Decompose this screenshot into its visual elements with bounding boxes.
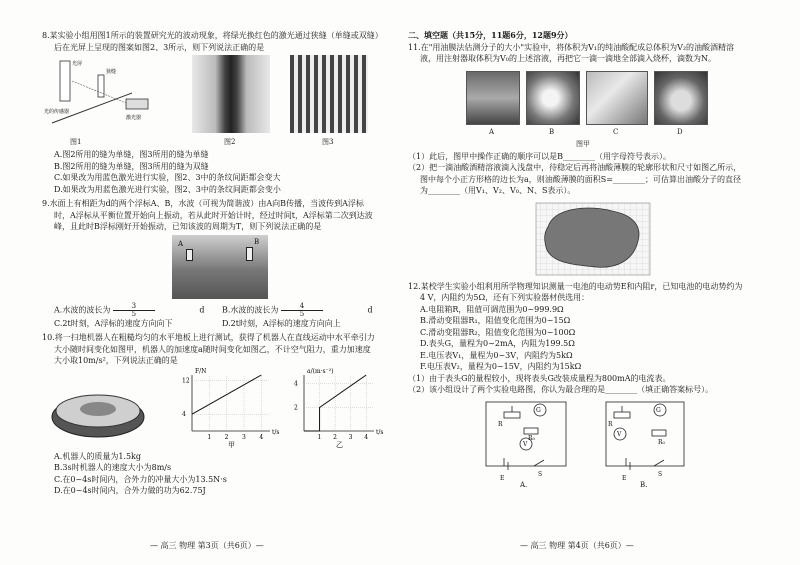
q12-sub-1: （1）由于表头G的量程较小，现将表头G改装成量程为800mA的电流表。 bbox=[408, 373, 671, 383]
fig3-pattern bbox=[290, 55, 368, 133]
q9-option-a-fraction bbox=[113, 303, 197, 318]
circuit-b-g: G bbox=[656, 406, 661, 414]
photo-b-label: B bbox=[549, 127, 555, 136]
q11-sub-1: （1）此后，图甲中操作正确的顺序可以是B________（用字母符号表示）。 bbox=[408, 151, 671, 161]
q9-option-d: D.2t时刻，A浮标的速度方向向上 bbox=[222, 318, 341, 328]
q12-line-1: 12.某校学生实验小组利用所学物理知识测量一电池的电动势E和内阻r，已知电池的电动势约为 bbox=[408, 281, 743, 291]
q12-equip-b: B.滑动变阻器R₁，阻值变化范围为0~15Ω bbox=[420, 316, 571, 325]
circuit-b-r: R bbox=[608, 420, 613, 428]
chart-a-xtick: 1 bbox=[317, 433, 322, 441]
fig1-label-laser: 激光器 bbox=[126, 115, 142, 121]
chart-a-xtick: 2 bbox=[333, 433, 337, 441]
water-photo bbox=[172, 235, 268, 299]
robot-vacuum bbox=[52, 395, 144, 437]
q10-line-2: 大小随时间变化如图甲，机器人的加速度a随时间变化如图乙，不计空气阻力，重力加速度 bbox=[54, 344, 371, 354]
q12-equip-d: D.表头G，量程为0~2mA，内阻为199.5Ω bbox=[420, 339, 575, 348]
fig1-caption: 图1 bbox=[70, 138, 82, 146]
q11-line-2: 液，用注射器取体积为V₀的上述溶液，再把它一滴一滴地全部滴入烧杯，滴数为N。 bbox=[420, 54, 716, 63]
q9-option-a bbox=[54, 303, 222, 318]
chart-f-xlabel: t/s bbox=[272, 428, 280, 436]
fig2-caption: 图2 bbox=[224, 138, 236, 146]
fig1-label-narrow: 狭缝 bbox=[106, 69, 117, 75]
photo-c-label: C bbox=[613, 127, 619, 136]
oil-film-svg bbox=[408, 197, 778, 277]
q8-stem-1: 8.某实验小组用图1所示的装置研究光的波动现象，将绿光换红色的激光通过狭缝（单缝或双缝） bbox=[42, 31, 383, 40]
photo-a bbox=[466, 71, 520, 125]
photo-d bbox=[654, 71, 708, 125]
q11-photos bbox=[408, 65, 778, 151]
circuit-a-label: A. bbox=[520, 480, 528, 488]
buoy-b-label: B bbox=[254, 237, 260, 246]
left-column bbox=[42, 30, 390, 497]
circuit-b-r0: R₀ bbox=[658, 438, 665, 446]
circuit-a-v: V bbox=[523, 440, 528, 448]
q9-options-cd bbox=[42, 318, 390, 330]
chart-f-caption: 甲 bbox=[228, 440, 235, 449]
chart-f-xtick: 3 bbox=[242, 433, 246, 441]
q8-figures bbox=[42, 53, 390, 149]
q11-line-1: 11.在"用油膜法估测分子的大小"实验中，将体积为V₁的纯油酸配成总体积为V₂的油酸酒精溶 bbox=[408, 42, 735, 52]
oil-film-outline bbox=[545, 208, 639, 267]
right-footer: — 高三 物理 第4页（共6页）— bbox=[520, 541, 634, 550]
circuit-a-r: R bbox=[498, 420, 503, 428]
q10-option-b: B.3s时机器人的速度大小为8m/s bbox=[54, 463, 172, 472]
photo-a-label: A bbox=[489, 127, 495, 136]
q9-option-b-prefix: B.水波的波长为 bbox=[222, 305, 279, 314]
q11-sub-2b: 图中每个小正方形格的边长为a，则油酸薄膜的面积S=________；可估算出油酸分子的直径 bbox=[420, 174, 741, 184]
chart-a-ylabel: a/(m·s⁻²) bbox=[307, 367, 334, 375]
q10-option-a: A.机器人的质量为1.5kg bbox=[54, 451, 142, 461]
chart-a-xtick: 4 bbox=[364, 433, 369, 441]
q9-line-1: 9.水面上有相距为d的两个浮标A、B，水波（可视为简谐波）由A向B传播，当波传到A浮标 bbox=[42, 199, 364, 208]
q9-option-a-den: 5 bbox=[131, 309, 137, 318]
photo-c bbox=[586, 71, 648, 125]
chart-a-ytick: 2 bbox=[294, 403, 298, 411]
q9-option-a-prefix: A.水波的波长为 bbox=[54, 305, 111, 314]
q8-option-d: D.如果改为用蓝色激光进行实验，图2、3中的条纹间距都会变小 bbox=[54, 184, 281, 194]
circuit-b-v: V bbox=[617, 430, 622, 438]
chart-a-t bbox=[294, 368, 384, 449]
chart-f-t bbox=[182, 368, 280, 449]
q12-equip-e: E.电压表V₁，量程为0~3V，内阻约为5kΩ bbox=[420, 350, 573, 360]
chart-f-xtick: 2 bbox=[224, 433, 229, 441]
q8-option-a: A.图2所用的缝为单缝，图3所用的缝为单缝 bbox=[54, 150, 209, 159]
circuit-a bbox=[486, 402, 566, 470]
q10-figure-svg bbox=[42, 367, 390, 451]
circuit-a-labels bbox=[498, 407, 542, 488]
q11-sub-2c: 为________（用V₁、V₂、V₀、N、S表示）。 bbox=[420, 186, 576, 195]
circuit-a-g: G bbox=[536, 406, 541, 414]
chart-f-ytick: 12 bbox=[182, 377, 190, 385]
q8-option-c: C.如果改为用蓝色激光进行实验，图2、3中的条纹间距都会变大 bbox=[54, 173, 281, 182]
q10-option-d: D.在0~4s时间内，合外力做的功为62.75J bbox=[54, 486, 206, 495]
chart-f-ylabel: F/N bbox=[195, 367, 207, 375]
q8-figure-svg bbox=[42, 53, 390, 149]
q12-line-2: 4 V，内阻约为5Ω，还有下列实验器材供选用： bbox=[420, 293, 590, 302]
chart-a-xtick: 3 bbox=[348, 433, 353, 441]
photo-b bbox=[526, 71, 580, 125]
q9-line-2: 时，A浮标从平衡位置开始向上振动，若从此时开始计时，经过时间t，A浮标第二次到达波 bbox=[54, 210, 373, 220]
chart-f-xtick: 4 bbox=[259, 433, 264, 441]
q9-photo bbox=[42, 233, 390, 303]
q10-line-1: 10.将一扫地机器人在粗糙均匀的水平地板上进行测试，获得了机器人在直线运动中水平牵引力 bbox=[42, 333, 375, 342]
right-column bbox=[408, 30, 778, 488]
chart-a-caption: 乙 bbox=[336, 440, 343, 449]
q11-sub-2a: （2）把一滴油酸酒精溶液滴入浅盘中，待稳定后再将油酸薄膜的轮廓形状和尺寸如图乙所示， bbox=[408, 163, 742, 172]
fig-jia-caption: 图甲 bbox=[576, 139, 590, 148]
q9-line-3: 峰，且此时B浮标刚好开始振动，已知该波的周期为T，则下列说法正确的是 bbox=[54, 222, 322, 231]
q12-equip-f: F.电压表V₂，量程为0~15V，内阻约为15kΩ bbox=[420, 362, 582, 371]
circuit-a-e: E bbox=[500, 474, 505, 482]
fig1-label-slit: 光的传感器 bbox=[44, 109, 70, 115]
q10-option-c: C.在0~4s时间内，合外力的冲量大小为13.5N·s bbox=[54, 474, 227, 484]
circuit-a-r0: R₀ bbox=[528, 434, 535, 442]
q10-line-3: 大小取10m/s²，下列说法正确的是 bbox=[54, 356, 178, 365]
q8-stem-2: 后在光屏上呈现的图案如图2、3所示，则下列说法正确的是 bbox=[54, 42, 265, 52]
q10-figures bbox=[42, 367, 390, 451]
circuit-b-label: B. bbox=[640, 480, 648, 488]
buoy-a-label: A bbox=[178, 239, 184, 248]
q9-option-b-suffix: d bbox=[367, 305, 373, 314]
q9-options-ab bbox=[42, 303, 390, 318]
chart-a-xlabel: t/s bbox=[376, 428, 384, 436]
q9-option-c: C.2t时刻，A浮标的速度方向向下 bbox=[54, 318, 173, 328]
left-footer: — 高三 物理 第3页（共6页）— bbox=[150, 541, 264, 550]
section-title: 二、填空题（共15分，11题6分，12题9分） bbox=[408, 30, 573, 40]
circuit-svg bbox=[408, 396, 778, 488]
fig1-apparatus bbox=[44, 60, 148, 123]
q12-equip-a: A.电阻箱R，阻值可调范围为0~999.9Ω bbox=[420, 304, 564, 314]
buoy-a-mark bbox=[186, 249, 193, 261]
q12-sub-2: （2）该小组设计了两个实验电路图，你认为最合理的是________（填正确答案标号）。 bbox=[408, 385, 714, 394]
chart-a-ytick: 4 bbox=[294, 379, 298, 387]
circuit-b-e: E bbox=[622, 474, 627, 482]
fig1-label-screen: 光屏 bbox=[72, 61, 83, 67]
q9-option-b-fraction bbox=[281, 303, 365, 318]
q9-option-b bbox=[222, 303, 390, 318]
oil-film-figure bbox=[408, 197, 778, 277]
q9-option-a-num: 3 bbox=[113, 303, 155, 311]
chart-f-xtick: 1 bbox=[207, 433, 212, 441]
circuit-b-s: S bbox=[658, 470, 663, 478]
q12-circuits bbox=[408, 396, 778, 488]
q9-option-b-num: 4 bbox=[281, 303, 323, 311]
fig3-caption: 图3 bbox=[322, 138, 334, 146]
q9-option-a-suffix: d bbox=[199, 305, 205, 314]
fig2-pattern bbox=[192, 55, 270, 133]
photo-d-label: D bbox=[677, 127, 683, 136]
q9-option-b-den: 5 bbox=[299, 309, 305, 318]
q12-equip-c: C.滑动变阻器R₂，阻值变化范围为0~100Ω bbox=[420, 327, 576, 337]
chart-f-ytick: 4 bbox=[182, 410, 186, 418]
circuit-a-s: S bbox=[538, 470, 543, 478]
q8-option-b: B.图2所用的缝为单缝，图3所用的缝为双缝 bbox=[54, 161, 209, 171]
buoy-b-mark bbox=[246, 247, 253, 261]
circuit-b-labels bbox=[608, 407, 666, 488]
